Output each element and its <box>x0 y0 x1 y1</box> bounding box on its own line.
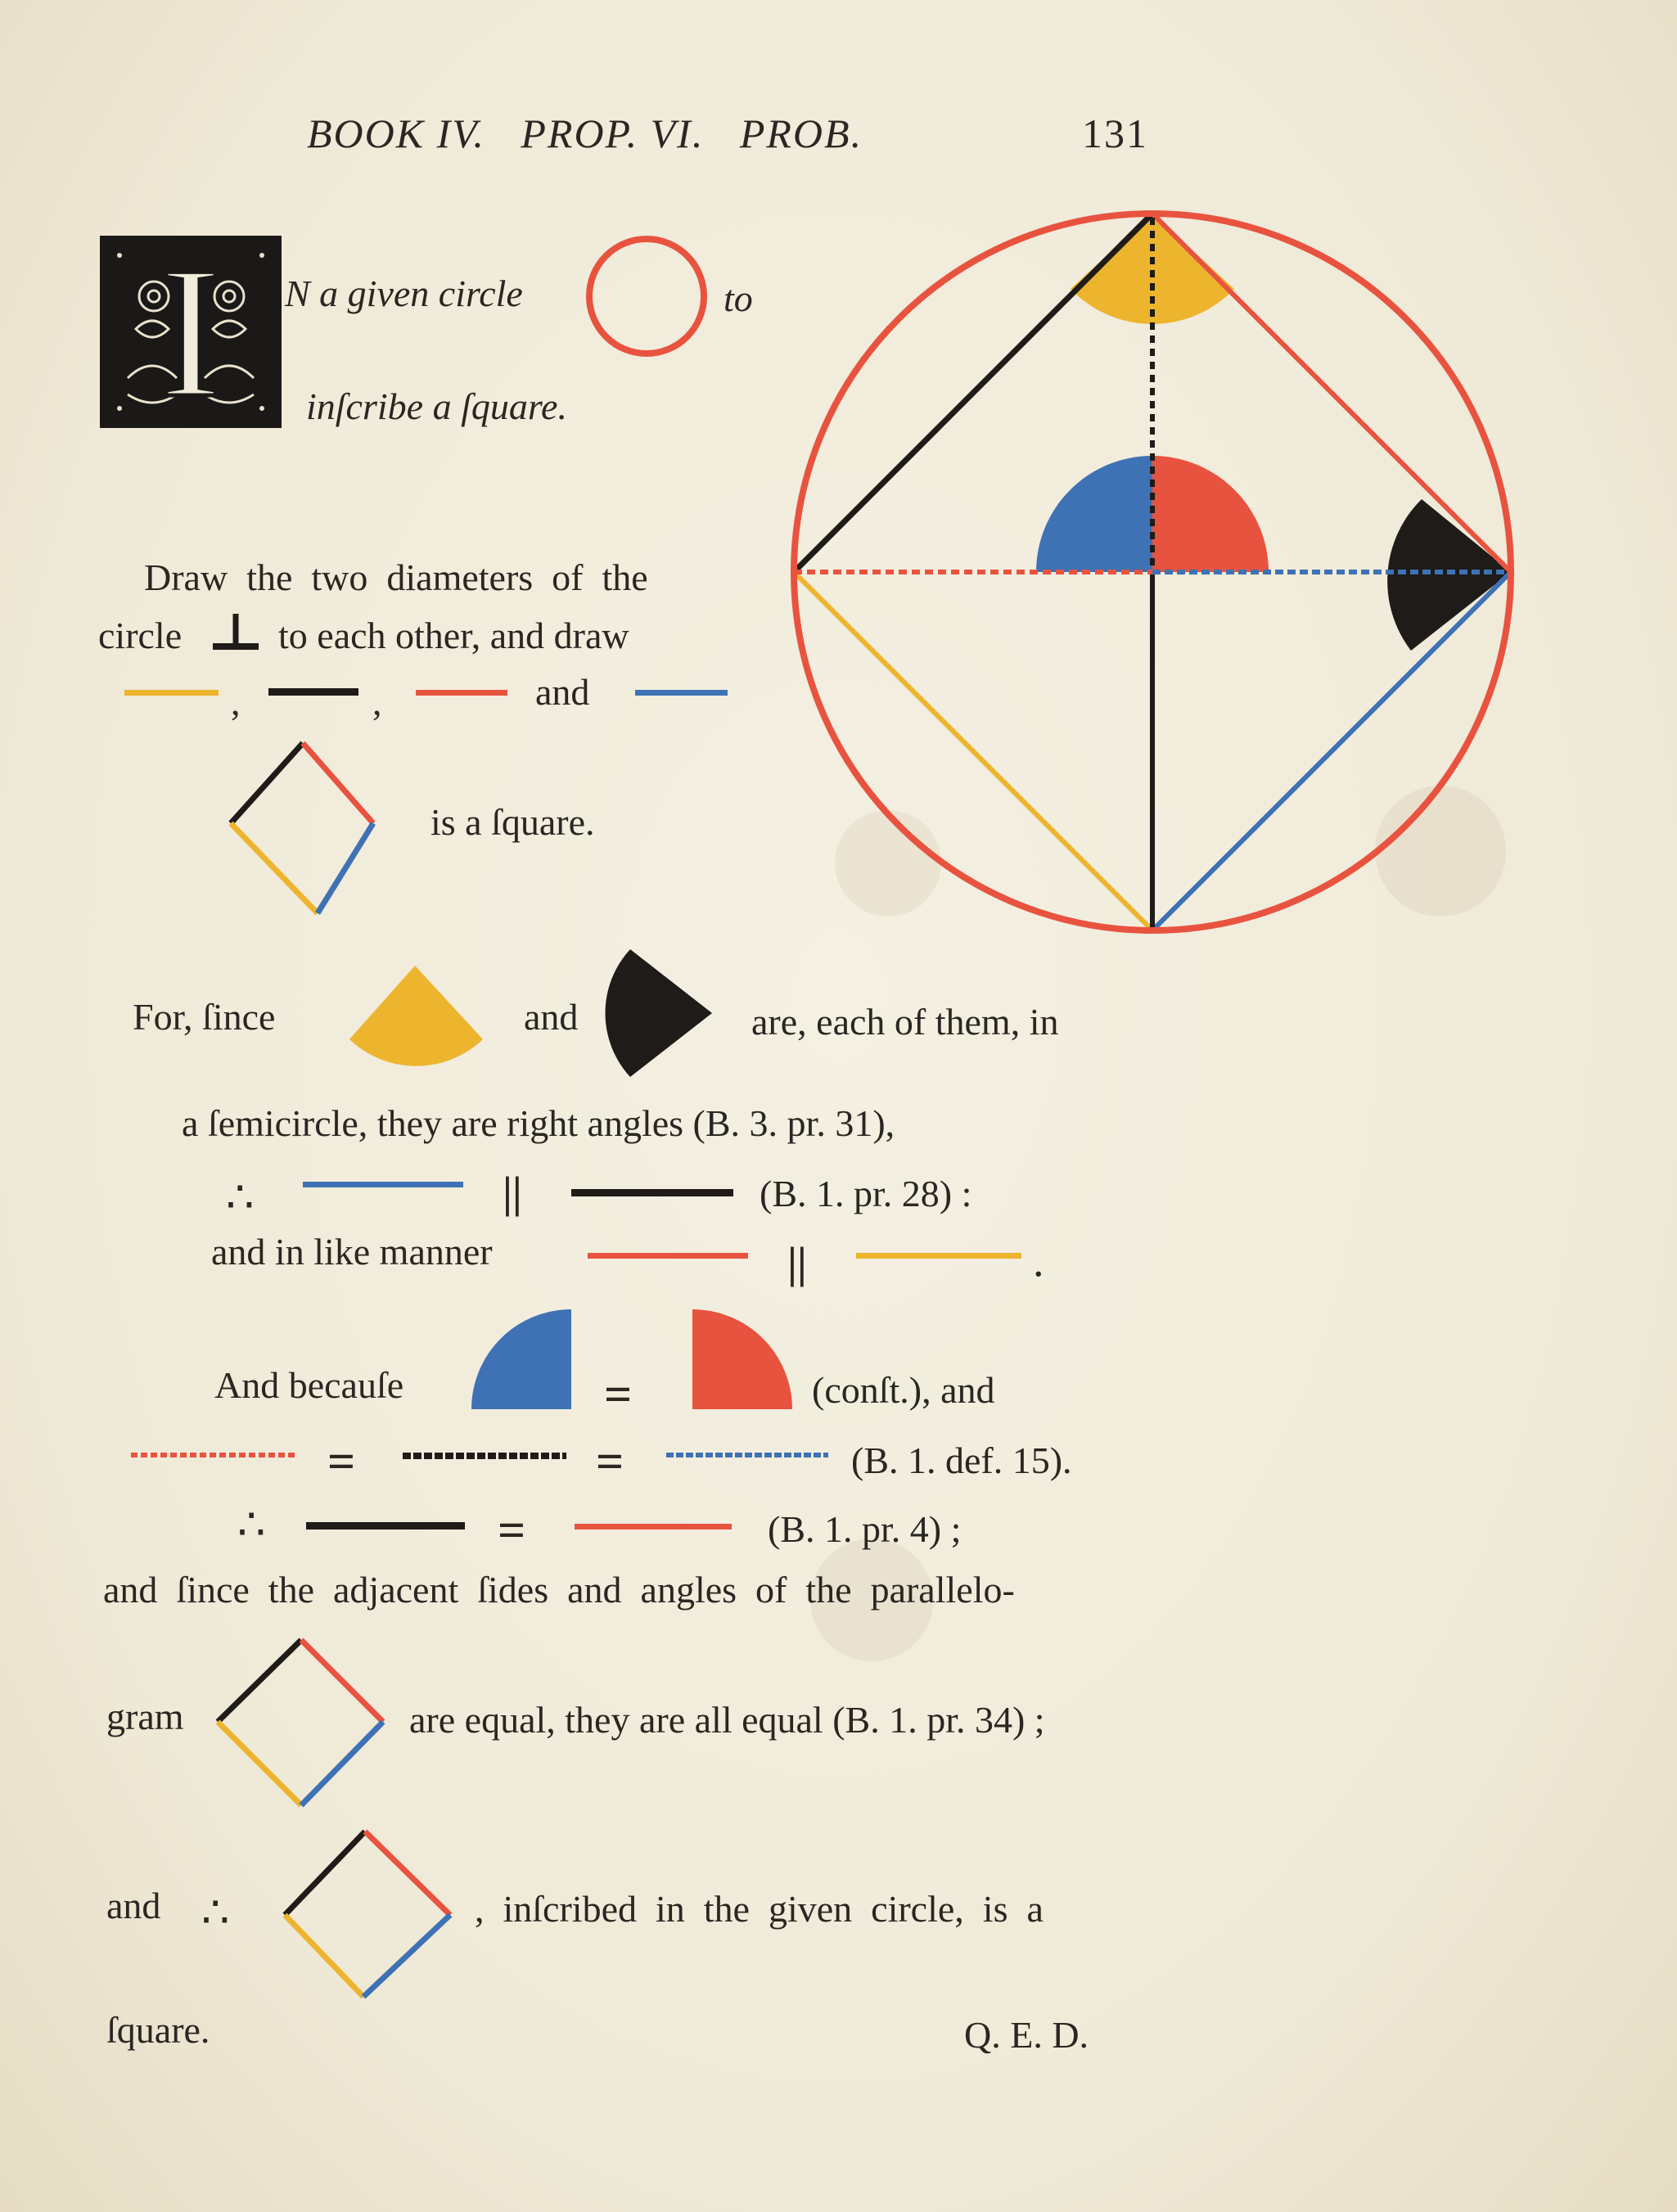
comma-1: , <box>231 681 241 723</box>
red-circle-icon <box>583 232 714 363</box>
blue-side <box>1152 572 1511 930</box>
red-line-icon <box>575 1524 732 1529</box>
yellow-line-icon <box>124 690 219 696</box>
perpendicular-icon <box>211 612 260 653</box>
blue-line-icon <box>635 690 728 696</box>
blue-dashed-line-icon <box>666 1453 828 1457</box>
parallel-2: || <box>787 1238 807 1287</box>
red-dashed-line-icon <box>131 1453 298 1457</box>
black-sector-icon <box>614 948 720 1079</box>
proposition-line-2: inſcribe a ſquare. <box>306 385 567 427</box>
main-figure <box>787 211 1524 948</box>
const-and: (conſt.), and <box>812 1369 995 1411</box>
red-line-icon <box>588 1253 748 1259</box>
like-manner: and in like manner <box>211 1231 493 1273</box>
drop-cap-letter: I <box>159 228 223 436</box>
ref-2: (B. 1. def. 15). <box>851 1439 1072 1481</box>
construction-line-1: Draw the two diameters of the <box>144 556 648 598</box>
and-because: And becauſe <box>214 1364 404 1406</box>
proposition-line-1: N a given circle <box>285 273 523 314</box>
proposition-to: to <box>724 277 753 319</box>
semicircle-line: a ſemicircle, they are right angles (B. 3. pr. 31), <box>182 1102 895 1144</box>
equals-1: = <box>604 1367 633 1421</box>
black-dashed-line-icon <box>403 1453 566 1459</box>
red-quadrant <box>1152 456 1269 572</box>
blue-quadrant-icon <box>470 1308 576 1414</box>
red-quadrant-icon <box>691 1308 797 1414</box>
black-line-icon <box>306 1522 465 1529</box>
black-line-icon <box>571 1189 733 1196</box>
blue-line-icon <box>303 1182 463 1187</box>
are-each: are, each of them, in <box>751 1001 1059 1043</box>
small-square-icon <box>229 741 376 905</box>
and-text: and <box>535 671 590 713</box>
inscribed-line: , inſcribed in the given circle, is a <box>475 1888 1044 1930</box>
and-1: and <box>524 996 579 1038</box>
therefore-1: ∴ <box>226 1173 255 1222</box>
and-therefore: and <box>106 1885 161 1926</box>
black-line-icon <box>268 688 358 696</box>
therefore-2: ∴ <box>237 1500 266 1549</box>
construction-line-2: to each other, and draw <box>278 615 629 656</box>
equals-4: = <box>498 1503 526 1557</box>
gram: gram <box>106 1696 184 1737</box>
small-square-icon <box>214 1637 386 1809</box>
therefore-3: ∴ <box>201 1888 230 1937</box>
ref-3: (B. 1. pr. 4) ; <box>768 1508 962 1550</box>
running-title: BOOK IV. PROP. VI. PROB. <box>307 110 863 156</box>
blue-quadrant <box>1036 456 1152 572</box>
parallel-1: || <box>503 1168 522 1217</box>
period-1: . <box>1033 1237 1044 1286</box>
square-end: ſquare. <box>106 2009 210 2051</box>
construction-circle: circle <box>98 615 183 656</box>
for-since: For, ſince <box>133 996 276 1038</box>
drop-cap-block <box>100 228 282 436</box>
equals-2: = <box>327 1435 356 1489</box>
comma-2: , <box>372 681 382 723</box>
all-equal: are equal, they are all equal (B. 1. pr. 34) ; <box>409 1699 1045 1741</box>
equals-3: = <box>596 1435 624 1489</box>
adjacent-sides: and ſince the adjacent ſides and angles of the parallelo- <box>103 1569 1015 1611</box>
black-angle-sector <box>1387 499 1511 651</box>
yellow-sector-icon <box>348 964 487 1062</box>
small-square-icon <box>282 1828 453 2000</box>
yellow-side <box>794 572 1152 930</box>
page-number: 131 <box>1082 110 1148 156</box>
ref-1: (B. 1. pr. 28) : <box>760 1173 972 1214</box>
is-a-square: is a ſquare. <box>431 801 595 843</box>
qed: Q. E. D. <box>964 2014 1089 2056</box>
red-line-icon <box>416 690 507 696</box>
yellow-line-icon <box>856 1253 1021 1259</box>
